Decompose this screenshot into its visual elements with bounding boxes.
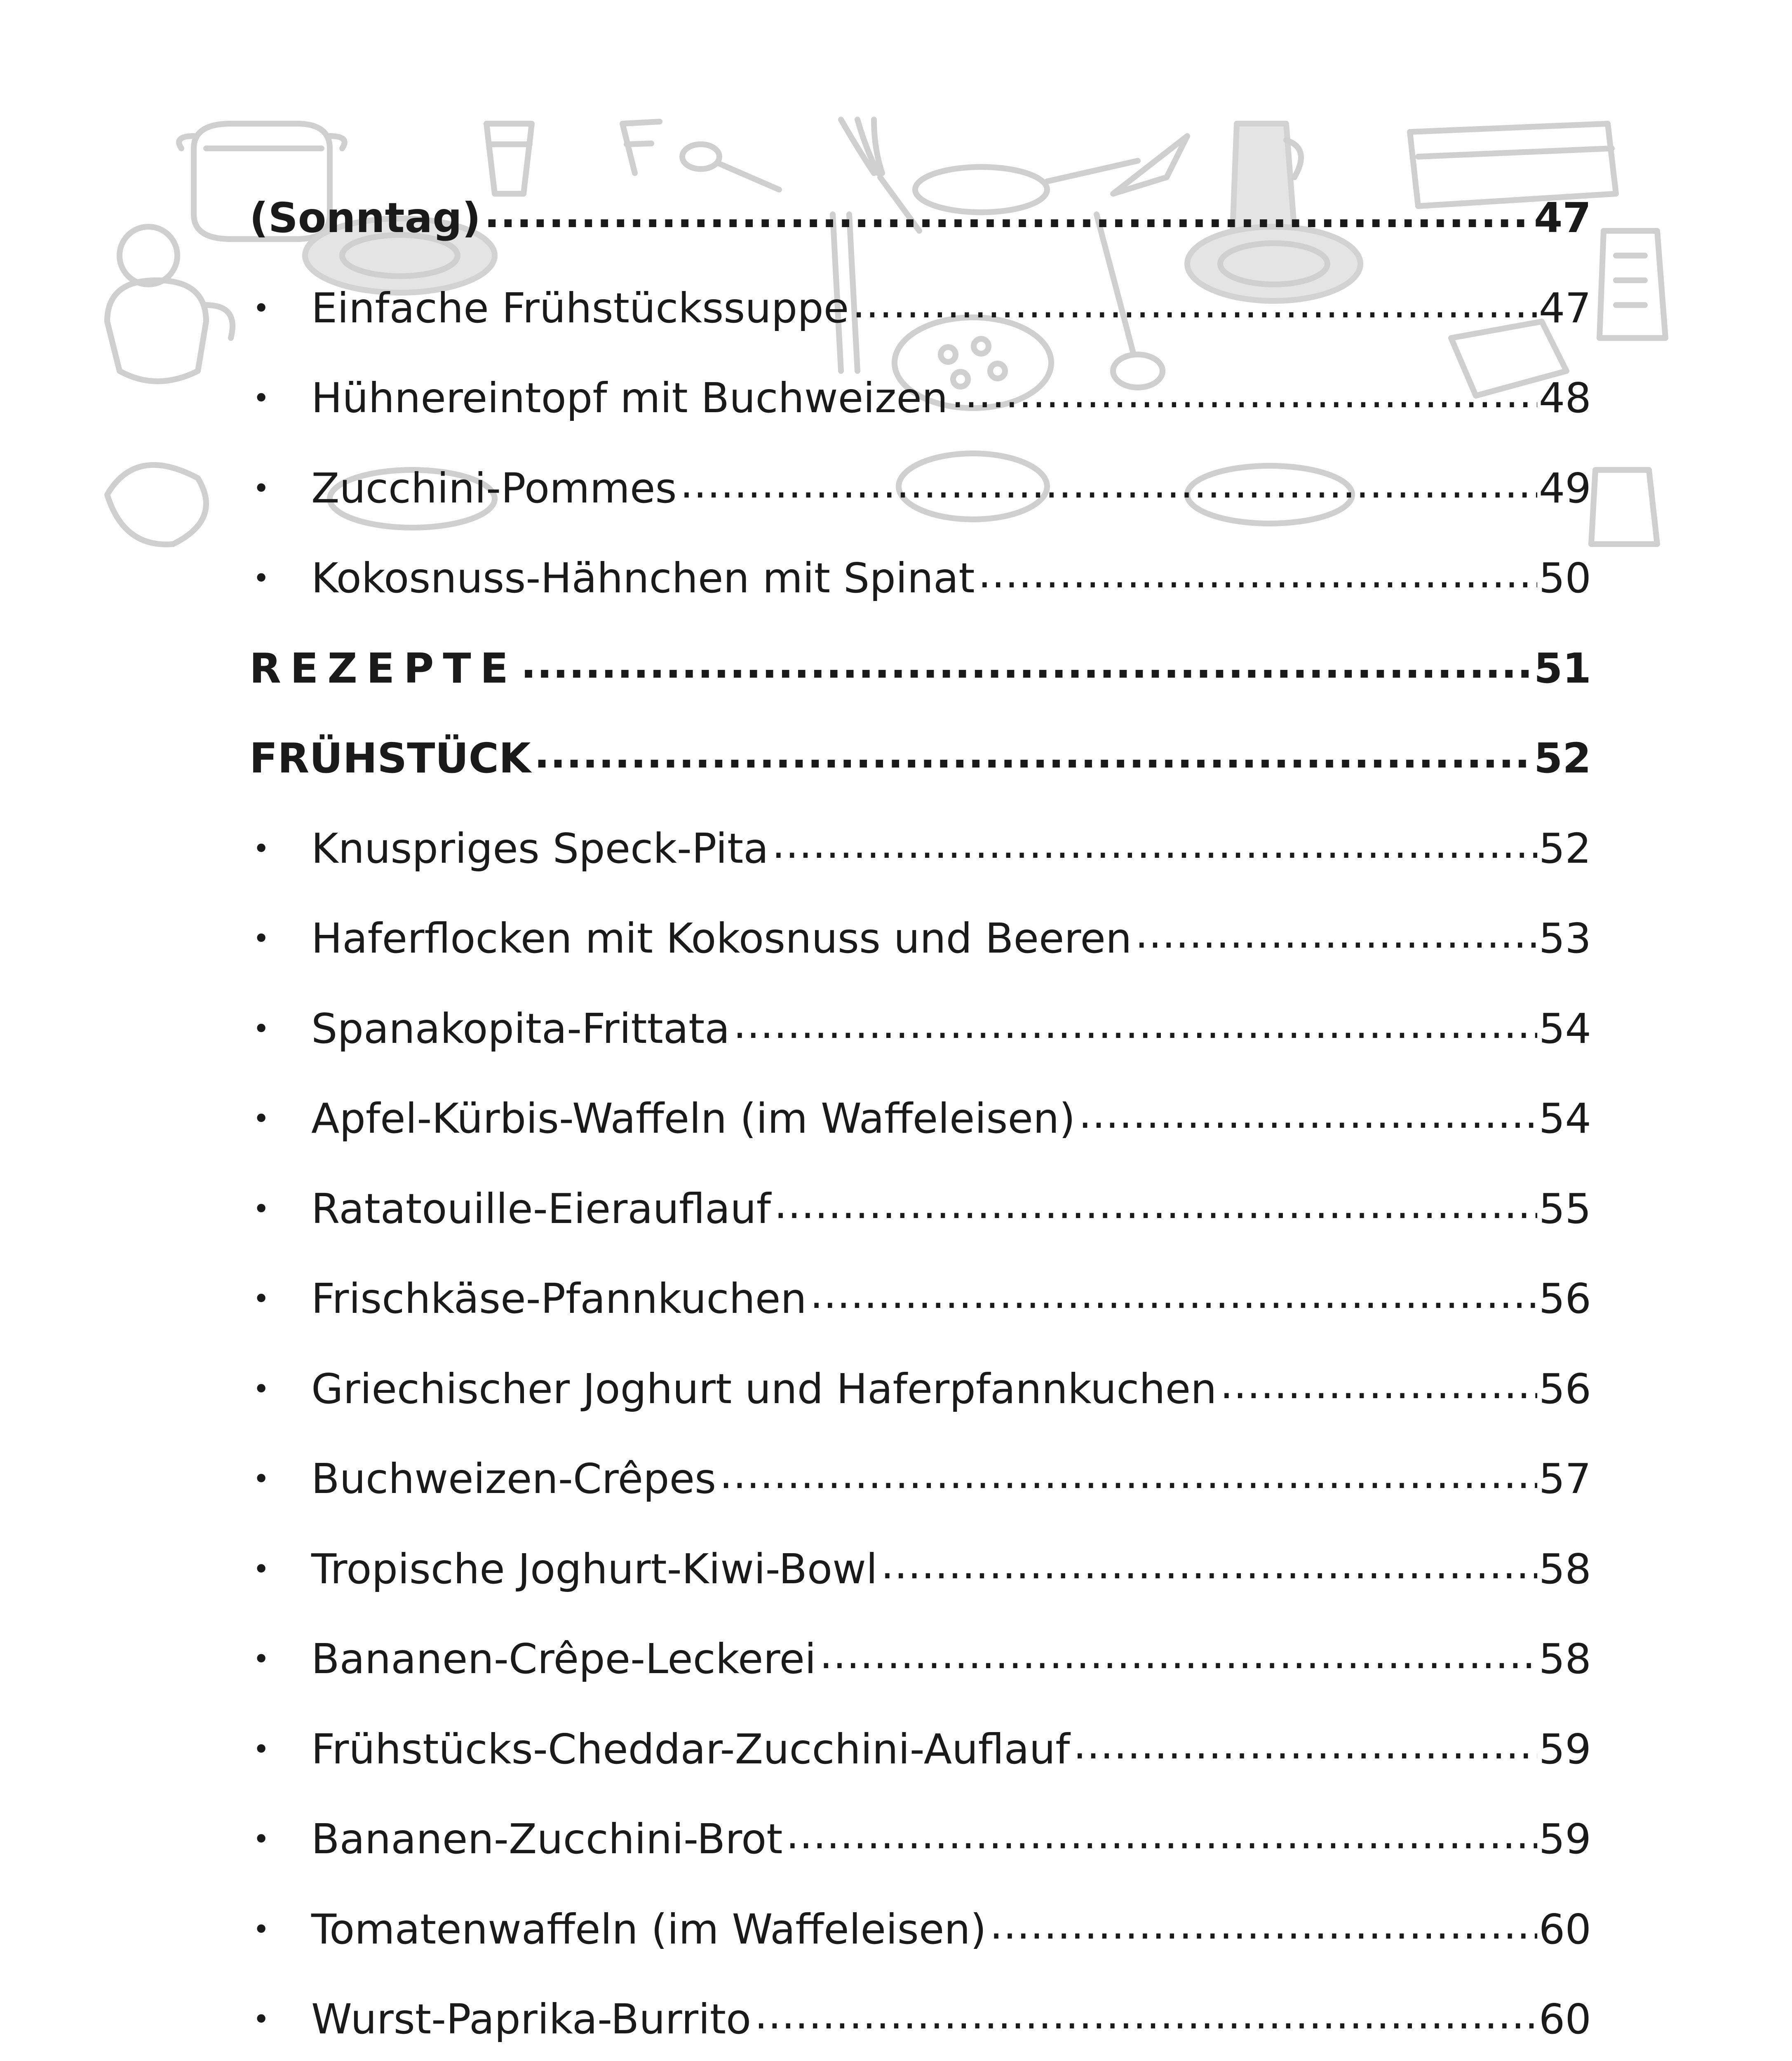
dot-leader [810, 1278, 1537, 1319]
toc-entry-title: Spanakopita-Frittata [311, 1004, 730, 1053]
dot-leader [786, 1819, 1537, 1860]
bullet-icon: • [253, 1462, 270, 1496]
table-of-contents [249, 173, 1591, 2061]
bullet-icon: • [253, 291, 270, 325]
toc-entry-title: Bananen-Zucchini-Brot [311, 1815, 783, 1864]
toc-entry-title: REZEPTE [249, 644, 517, 692]
toc-entry[interactable] [249, 894, 1591, 984]
bullet-icon: • [253, 1012, 270, 1046]
bullet-icon: • [253, 922, 270, 956]
toc-page-number: 59 [1538, 1815, 1591, 1864]
dot-leader [951, 378, 1537, 419]
toc-page-number: 49 [1538, 464, 1591, 512]
toc-entry-title: Frühstücks-Cheddar-Zucchini-Auflauf [311, 1725, 1070, 1773]
dot-leader [978, 558, 1537, 599]
dot-leader [484, 197, 1532, 239]
dot-leader [754, 1999, 1537, 2040]
bullet-icon: • [253, 1102, 270, 1136]
toc-entry-title: Ratatouille-Eierauflauf [311, 1184, 771, 1233]
grater-icon [1599, 231, 1665, 338]
dot-leader [1220, 1369, 1537, 1410]
dot-leader [1135, 918, 1537, 959]
toc-page-number: 51 [1534, 644, 1591, 692]
bullet-icon: • [253, 1642, 270, 1676]
sign-icon [622, 122, 660, 173]
toc-page-number: 57 [1538, 1455, 1591, 1503]
bullet-icon: • [253, 2002, 270, 2037]
toc-entry-title: Haferflocken mit Kokosnuss und Beeren [311, 914, 1132, 963]
bullet-icon: • [253, 381, 270, 415]
toc-page-number: 52 [1538, 824, 1591, 873]
bullet-icon: • [253, 1282, 270, 1316]
toc-page-number: 50 [1538, 554, 1591, 603]
toc-entry-title: Tomatenwaffeln (im Waffeleisen) [311, 1905, 986, 1953]
bullet-icon: • [253, 1822, 270, 1857]
dot-leader [1078, 1098, 1537, 1139]
toc-section-heading[interactable] [249, 173, 1591, 263]
toc-page-number: 58 [1538, 1545, 1591, 1593]
bullet-icon: • [253, 831, 270, 866]
toc-entry-title: Apfel-Kürbis-Waffeln (im Waffeleisen) [311, 1094, 1076, 1143]
toc-entry[interactable] [249, 1074, 1591, 1164]
faded-pot-icon [107, 465, 206, 545]
toc-page-number: 60 [1538, 1905, 1591, 1953]
toc-entry[interactable] [249, 1974, 1591, 2061]
toc-entry[interactable] [249, 984, 1591, 1074]
bullet-icon: • [253, 1912, 270, 1946]
toc-page-number: 54 [1538, 1004, 1591, 1053]
toc-entry[interactable] [249, 1164, 1591, 1254]
toc-entry-title: Bananen-Crêpe-Leckerei [311, 1635, 816, 1683]
bullet-icon: • [253, 1732, 270, 1766]
toc-entry-title: Tropische Joghurt-Kiwi-Bowl [311, 1545, 878, 1593]
dot-leader [772, 828, 1537, 869]
bullet-icon: • [253, 471, 270, 505]
toc-page-number: 55 [1538, 1184, 1591, 1233]
dot-leader [852, 288, 1537, 329]
toc-page-number: 60 [1538, 1995, 1591, 2044]
toc-page-number: 59 [1538, 1725, 1591, 1773]
toc-entry[interactable] [249, 1524, 1591, 1615]
dot-leader [534, 738, 1532, 779]
toc-entry-title: Buchweizen-Crêpes [311, 1455, 716, 1503]
bullet-icon: • [253, 561, 270, 596]
toc-page-number: 48 [1538, 374, 1591, 423]
dot-leader [719, 1458, 1537, 1500]
toc-entry[interactable] [249, 263, 1591, 354]
toc-entry[interactable] [249, 1434, 1591, 1524]
teapot-icon [107, 227, 233, 381]
dot-leader [820, 1638, 1537, 1680]
dot-leader [881, 1549, 1537, 1590]
toc-entry[interactable] [249, 1614, 1591, 1704]
toc-entry-title: Zucchini-Pommes [311, 464, 677, 512]
toc-entry-title: (Sonntag) [249, 194, 481, 242]
toc-entry-title: Hühnereintopf mit Buchweizen [311, 374, 948, 423]
toc-entry-title: Einfache Frühstückssuppe [311, 284, 849, 332]
toc-entry-title: FRÜHSTÜCK [249, 734, 531, 783]
dot-leader [521, 648, 1532, 689]
toc-page-number: 53 [1538, 914, 1591, 963]
toc-entry-title: Kokosnuss-Hähnchen mit Spinat [311, 554, 975, 603]
bullet-icon: • [253, 1192, 270, 1226]
toc-page-number: 54 [1538, 1094, 1591, 1143]
toc-section-heading[interactable] [249, 714, 1591, 804]
dot-leader [774, 1188, 1537, 1230]
toc-entry[interactable] [249, 1704, 1591, 1795]
toc-entry[interactable] [249, 1344, 1591, 1434]
toc-entry-title: Wurst-Paprika-Burrito [311, 1995, 752, 2044]
faded-grater-icon [1591, 470, 1657, 544]
toc-entry[interactable] [249, 533, 1591, 624]
toc-entry[interactable] [249, 1254, 1591, 1344]
toc-section-heading[interactable] [249, 624, 1591, 714]
toc-page-number: 58 [1538, 1635, 1591, 1683]
toc-page-number: 47 [1538, 284, 1591, 332]
toc-entry[interactable] [249, 804, 1591, 894]
toc-entry[interactable] [249, 1794, 1591, 1885]
toc-entry[interactable] [249, 353, 1591, 444]
dot-leader [1073, 1729, 1537, 1770]
dot-leader [990, 1909, 1537, 1950]
bullet-icon: • [253, 1552, 270, 1586]
toc-page-number: 56 [1538, 1275, 1591, 1323]
dot-leader [680, 468, 1537, 509]
toc-entry-title: Griechischer Joghurt und Haferpfannkuchen [311, 1364, 1217, 1413]
toc-entry[interactable] [249, 1885, 1591, 1975]
dot-leader [733, 1008, 1537, 1049]
toc-entry-title: Frischkäse-Pfannkuchen [311, 1275, 807, 1323]
toc-page-number: 52 [1534, 734, 1591, 783]
toc-entry-title: Knuspriges Speck-Pita [311, 824, 769, 873]
toc-page-number: 56 [1538, 1364, 1591, 1413]
toc-entry[interactable] [249, 444, 1591, 534]
toc-page-number: 47 [1534, 194, 1591, 242]
bullet-icon: • [253, 1372, 270, 1406]
